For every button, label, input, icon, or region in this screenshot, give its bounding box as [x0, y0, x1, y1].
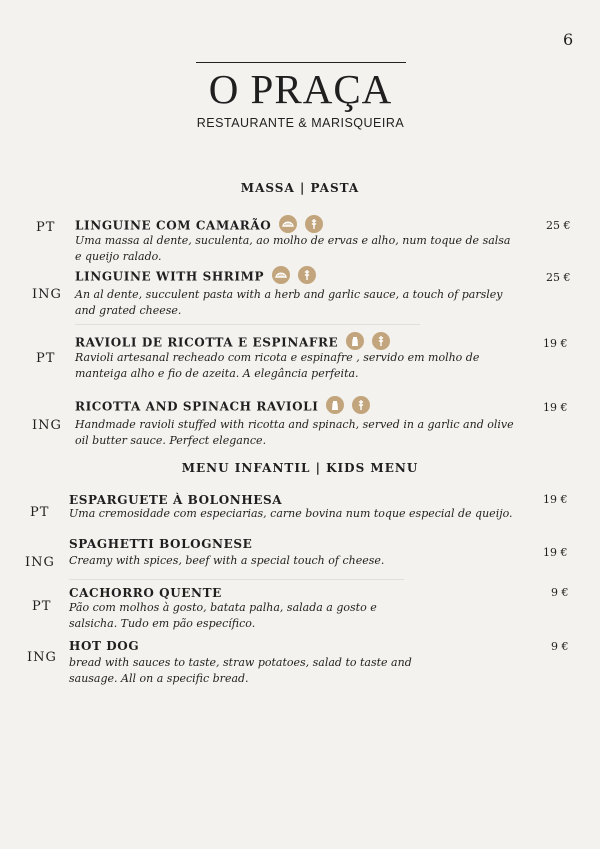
menu-item-name-text: RICOTTA AND SPINACH RAVIOLI	[75, 399, 319, 414]
restaurant-logo	[188, 62, 413, 130]
page-number: 6	[563, 30, 574, 49]
menu-item-description: Creamy with spices, beef with a special touch of cheese.	[69, 554, 385, 567]
menu-item-name: SPAGHETTI BOLOGNESE	[69, 537, 253, 551]
menu-item-name: CACHORRO QUENTE	[69, 586, 222, 600]
gluten-icon	[372, 332, 390, 350]
menu-item-description: bread with sauces to taste, straw potatoes, salad to taste and sausage. All on a specific bread.	[69, 656, 412, 685]
menu-item-name: HOT DOG	[69, 639, 140, 653]
lang-label: PT	[36, 220, 56, 235]
menu-item-name	[75, 398, 370, 416]
menu-item-name-text: LINGUINE COM CAMARÃO	[75, 218, 272, 233]
lang-label: PT	[30, 505, 50, 520]
section-title-massa: MASSA | PASTA	[240, 181, 360, 195]
lang-label: ING	[32, 418, 62, 433]
logo-subtitle: RESTAURANTE & MARISQUEIRA	[196, 116, 405, 130]
lang-label: ING	[27, 650, 57, 665]
dairy-icon	[326, 396, 344, 414]
divider	[69, 579, 404, 580]
price: 19 €	[543, 401, 568, 414]
section-title-kids: MENU INFANTIL | KIDS MENU	[181, 461, 419, 475]
price: 19 €	[543, 493, 568, 506]
dairy-icon	[346, 332, 364, 350]
price: 25 €	[546, 271, 571, 284]
menu-item-description: Handmade ravioli stuffed with ricotta and spinach, served in a garlic and olive oil butter sauce. Perfect elegance.	[75, 418, 514, 447]
shellfish-icon	[279, 215, 297, 233]
lang-label: ING	[32, 287, 62, 302]
lang-label: PT	[36, 351, 56, 366]
lang-label: ING	[25, 555, 55, 570]
menu-item-name: ESPARGUETE À BOLONHESA	[69, 493, 283, 507]
menu-item-description: Ravioli artesanal recheado com ricota e espinafre , servido em molho de manteiga alho e fio de azeita. A elegância perfeita.	[75, 351, 480, 380]
divider	[75, 324, 420, 325]
price: 9 €	[551, 640, 569, 653]
logo-rule	[196, 62, 406, 63]
lang-label: PT	[32, 599, 52, 614]
price: 19 €	[543, 337, 568, 350]
price: 19 €	[543, 546, 568, 559]
price: 25 €	[546, 219, 571, 232]
menu-item-description: Pão com molhos à gosto, batata palha, salada a gosto e salsicha. Tudo em pão específico.	[69, 601, 377, 630]
price: 9 €	[551, 586, 569, 599]
logo-name: O PRAÇA	[208, 66, 393, 112]
menu-item-name-text: LINGUINE WITH SHRIMP	[75, 269, 265, 284]
menu-item-name	[75, 268, 316, 286]
gluten-icon	[352, 396, 370, 414]
gluten-icon	[305, 215, 323, 233]
shellfish-icon	[272, 266, 290, 284]
menu-item-description: An al dente, succulent pasta with a herb and garlic sauce, a touch of parsley and grated cheese.	[75, 288, 503, 317]
gluten-icon	[298, 266, 316, 284]
menu-item-description: Uma cremosidade com especiarias, carne bovina num toque especial de queijo.	[69, 507, 513, 520]
menu-item-name-text: RAVIOLI DE RICOTTA E ESPINAFRE	[75, 335, 339, 350]
menu-item-description: Uma massa al dente, suculenta, ao molho de ervas e alho, num toque de salsa e queijo ralado.	[75, 234, 511, 263]
